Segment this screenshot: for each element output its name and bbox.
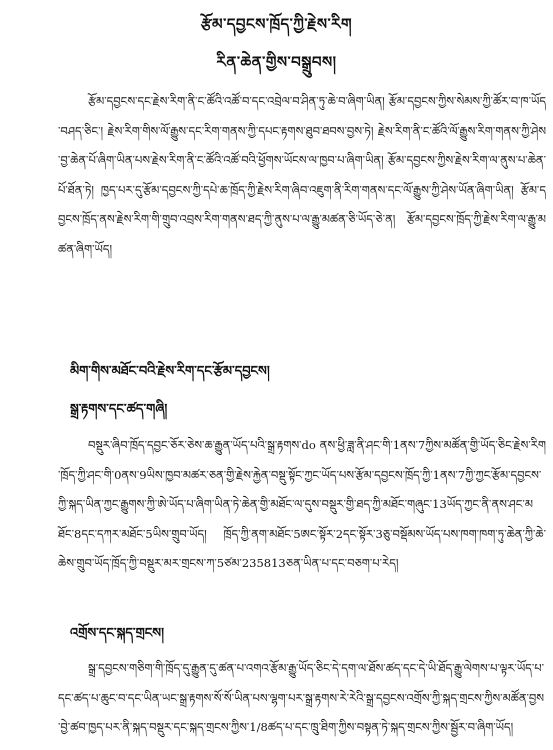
section-heading: མིག་གིས་མཐོང་བའི་རྗེས་རིག་དང་རྩོམ་དབྱངས། xyxy=(70,364,270,379)
author-line: རིན་ཆེན་གྱིས་བསྒྲུབས། xyxy=(216,53,337,71)
body-paragraph: བསྡུར་ཞིབ་ཁྲོད་དབྱང་ཅོར་ཅེས་ཆ་རྒྱུན་ཡོད་པའི་སྒྲ་རྟགས་do ནས་ཕྱི་ཟླ་ནི་ཤང་གི་1ནས་7ཀྱིས་མཚོན་གྱི་ཡོད་ཅིང་རྗེས་རིག་ཁྲོད་ཀྱི་ཤང་གི་0ནས་9ཡིས་ཁྱབ་མཚར་ཅན་གྱི་རྗེས་རྐྱེན་བསྡུ་སྟོང་ཀྱང་ཡོད་པས་རྩོམ་དབྱངས་ཁྲོད་ཀྱི་1ནས་7ཀྱི་ཀྱང་རྩོམ་དབྱངས་ཀྱི་སྐད་ཡིན་ཀྱང་རྒྱུགས་ཀྱི་ཨེ་ཡོད་པ་ཞིག་ཡིན་ཏེ་ཆེན་གྱི་མཐོང་ལ་དུས་བསྡུར་གྱི་ཐད་ཀྱི་མཐོང་གཞུང་13ཡོད་ཀྱང་ནི་ནས་ཤང་མཐོང་8དང་དཀར་མཐོང་5ཡིས་གྲུབ་ཡོད། ཁྲོད་ཀྱི་ནག་མཐོང་5ཨང་སྟོར་2དང་སྟོར་3ཅུ་བསྡོམས་ཡོད་པས་ཁག་ཁག་ཏུ་ཆེན་ཀྱི་ཆེ་ཆེས་གྲུབ་ཡོད་ཁྲོད་ཀྱི་བསྡུར་མར་གྲངས་ཀ་5ཙམ་235813ཅན་ཡིན་པ་དང་བཅག་པ་རེད། xyxy=(58,438,546,570)
subsection-heading-2: འགྲོས་དང་སྐད་གྲངས། xyxy=(70,626,164,641)
document-title: རྩོམ་དབྱངས་ཁྲོད་ཀྱི་རྗེས་རིག xyxy=(200,15,353,33)
body-paragraph-2: སྒྲ་དབྱངས་གཅིག་གི་ཁྲོད་དུ་རྒྱུན་དུ་ཚན་པ་འགའ་རྩོམ་རྒྱུ་ཡོད་ཅིང་དེ་དག་ལ་ཐོས་ཚད་དང་དེ་ཡི་ཐོད་རྒྱུ་ལེགས་པ་ལྟར་ཡོད་པ་དང་ཚད་པ་ཆུང་བ་དང་ཡིན་ཡང་སྒྲ་རྟགས་སོ་སོ་ཡིན་པས་ལྷག་པར་སྒྲ་རྟགས་རེ་རེའི་སྒྲ་དབྱངས་འགྲོས་ཀྱི་སྐད་གྲངས་ཀྱིས་མཚོན་བྱས་བྱེ་ཚབ་ཁྱད་པར་ནི་སྐད་བསྡུར་དང་སྐད་གྲངས་ཀྱིས་1/8ཚད་པ་དང་ཁྲུ་ཐིག་ཀྱིས་བསྟན་ཏེ་སྐད་གྲངས་ཀྱིས་སྦྱོར་བ་ཞིག་ཡོད། xyxy=(58,661,545,734)
subsection-heading: སྒྲ་རྟགས་དང་ཚད་གཞི། xyxy=(70,402,168,417)
intro-paragraph: རྩོམ་དབྱངས་དང་རྗེས་རིག་ནི་ང་ཚོའི་འཚོ་བ་དང་འབྲེལ་བ་ཤིན་ཏུ་ཆེ་བ་ཞིག་ཡིན། རྩོམ་དབྱངས་ཀྱིས་སེམས་ཀྱི་ཚོར་བ་ཁ་ཡོད་བཤད་ཅིང་། རྗེས་རིག་གིས་ལོ་རྒྱུས་དང་རིག་གནས་ཀྱི་དཔང་རྟགས་ཐུབ་ཐབས་བྱས་ཏེ། རྗེས་རིག་ནི་ང་ཚོའི་ལོ་རྒྱུས་རིག་གནས་ཀྱི་ཤེས་བྱ་ཆེན་པོ་ཞིག་ཡིན་པས་རྗེས་རིག་ནི་ང་ཚོའི་འཚོ་བའི་ཕྱོགས་ཡོངས་ལ་ཁྱབ་པ་ཞིག་ཡིན། རྩོམ་དབྱངས་ཀྱིས་རྗེས་རིག་ལ་ནུས་པ་ཆེན་པོ་ཐོན་ཏེ། ཁྱད་པར་དུ་རྩོམ་དབྱངས་ཀྱི་དཔེ་ཆ་ཁྲོད་ཀྱི་རྗེས་རིག་ཞིབ་འཇུག་ནི་རིག་གནས་དང་ལོ་རྒྱུས་ཀྱི་ཤེས་ཡོན་ཞིག་ཡིན། རྩོམ་དབྱངས་ཁྲོད་ནས་རྗེས་རིག་གི་གྲུབ་འབྲས་རིག་གནས་ཐད་ཀྱི་ནུས་པ་ལ་རྒྱུ་མཚན་ཅི་ཡོད་ཅེ་ན། རྩོམ་དབྱངས་ཁྲོད་ཀྱི་རྗེས་རིག་ལ་རྒྱུ་མཚན་ཞིག་ཡོད། xyxy=(58,94,546,256)
